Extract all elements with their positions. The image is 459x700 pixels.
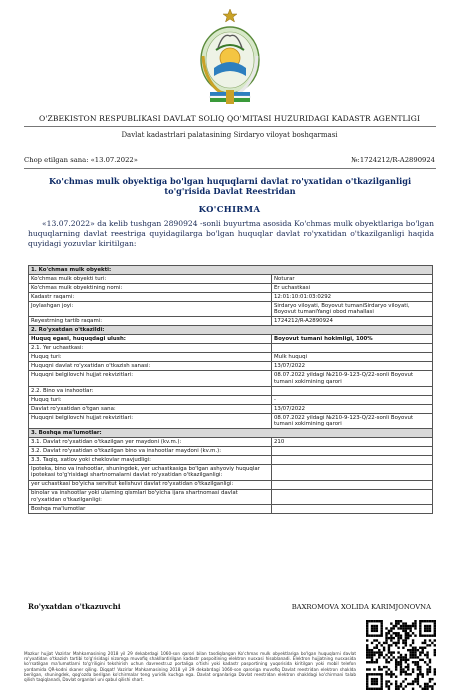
table-row: [29, 371, 433, 386]
table-cell-value: [272, 480, 433, 489]
table-row: [29, 353, 433, 362]
registry-table: [28, 265, 433, 514]
table-cell-label: 2.1. Yer uchastkasi:: [29, 344, 272, 353]
table-cell-label: Huquqni davlat ro'yxatidan o'tkazish sanasi:: [29, 362, 272, 371]
table-cell-value: Sirdaryo viloyati, Boyovut tumaniSirdaryo viloyati, Boyovut tumaniYangi obod mahallasi: [272, 302, 433, 317]
table-cell-label: Davlat ro'yxatidan o'tgan sana:: [29, 404, 272, 413]
table-cell-label: Huquq egasi, huquqdagi ulush:: [29, 335, 272, 344]
table-cell-label: 3. Boshqa ma'lumotlar:: [29, 429, 433, 438]
table-cell-value: 12:01:10:01:03:0292: [272, 293, 433, 302]
meta-divider: [24, 168, 436, 169]
table-cell-value: 08.07.2022 yildagi №210-9-123-Q/22-sonli Boyovut tumani xokimining qarori: [272, 413, 433, 428]
table-cell-label: 1. Ko'chmas mulk obyekti:: [29, 266, 433, 275]
table-cell-value: Mulk huquqi: [272, 353, 433, 362]
table-cell-value: Noturar: [272, 275, 433, 284]
state-emblem-icon: [196, 6, 264, 106]
header-divider: [24, 126, 436, 127]
table-cell-label: Ko'chmas mulk obyektining nomi:: [29, 284, 272, 293]
table-row: [29, 480, 433, 489]
document-subtitle: KO'CHIRMA: [198, 204, 261, 214]
print-date: Chop etilgan sana: «13.07.2022»: [24, 156, 138, 164]
table-row: [29, 438, 433, 447]
table-row: [29, 275, 433, 284]
table-cell-label: Ko'chmas mulk obyekti turi:: [29, 275, 272, 284]
table-cell-label: Huquqni belgilovchi hujjat rekvizitlari:: [29, 371, 272, 386]
table-row: [29, 362, 433, 371]
table-row: [29, 344, 433, 353]
table-cell-value: 1724212/R-A2890924: [272, 317, 433, 326]
table-row: [29, 447, 433, 456]
department-name: Davlat kadastrlari palatasining Sirdaryo viloyat boshqarmasi: [121, 131, 338, 139]
registrar-name: BAXROMOVA XOLIDA KARIMJONOVNA: [291, 603, 431, 611]
legal-footnote: Mazkur hujjat Vazirlar Mahkamasining 2018 yil 29 dekabrdagi 1060-son qarori bilan tasdiqlangan Ko'chmas mulk obyektlariga bo'lgan huquqlarni davlat ro'yxatidan o'tkazish tartibi to'g'risidagi nizomga muvofiq shakllantirilgan kadastr paspoitining elektron nusxasi hisoblanadi. Elektron hujjatning nusxasida ko'rsatilgan ma'lumotlarni to'g'riligini tekshirish uchun davreestr.uz portaliga o'tishi yoki kadastr pasportining yuqorisida kiritilgan yoki mobil telefon yordamida QR-kodni skaner qiling. Diqqat! Vazirlar Mahkamasining 2018 yil 29 dekabrdagi 1060-son qaroriga muvofiq Davlat reestridan elektron shaklda berilgan, shuningdek, qog'ozda berilgan ko'chirmalar teng yuridik kuchga ega. Davlat organlariga Davlat reestridan elektron shakldagi ko'chirmani talab qilish taqiqlanadi, Davlat organlari uni qabul qilishi shart.: [24, 651, 356, 683]
table-cell-value: [272, 456, 433, 465]
table-cell-label: Huquq turi:: [29, 353, 272, 362]
table-cell-label: yer uchastkasi bo'yicha servitut kelishuvi davlat ro'yxatidan o'tkazilganligi:: [29, 480, 272, 489]
agency-name: O'ZBEKISTON RESPUBLIKASI DAVLAT SOLIQ QO'MITASI HUZURIDAGI KADASTR AGENTLIGI: [38, 114, 421, 123]
table-cell-label: Huquq turi:: [29, 395, 272, 404]
table-section-row: [29, 326, 433, 335]
table-row: [29, 413, 433, 428]
registrar-label: Ro'yxatdan o'tkazuvchi: [28, 602, 121, 611]
table-row: [29, 335, 433, 344]
table-row: [29, 456, 433, 465]
table-cell-label: binolar va inshootlar yoki ularning qismlari bo'yicha ijara shartnomasi davlat ro'yxatidan o'tkazilganligi:: [29, 489, 272, 504]
table-cell-value: -: [272, 395, 433, 404]
table-cell-label: 3.2. Davlat ro'yxatidan o'tkazilgan bino va inshootlar maydoni (kv.m.):: [29, 447, 272, 456]
table-cell-label: 2.2. Bino va inshootlar:: [29, 386, 272, 395]
table-cell-value: Er uchastkasi: [272, 284, 433, 293]
table-cell-label: 3.3. Taqiq, xatlov yoki cheklovlar mavjudligi:: [29, 456, 272, 465]
table-row: [29, 317, 433, 326]
table-row: [29, 505, 433, 514]
table-cell-value: [272, 447, 433, 456]
table-cell-value: 210: [272, 438, 433, 447]
table-cell-label: Kadastr raqami:: [29, 293, 272, 302]
table-cell-value: 13/07/2022: [272, 362, 433, 371]
document-number: №:1724212/R-A2890924: [351, 156, 435, 164]
table-cell-value: Boyovut tumani hokimligi, 100%: [272, 335, 433, 344]
table-cell-label: Huquqni belgilovchi hujjat rekvizitlari:: [29, 413, 272, 428]
table-cell-value: [272, 465, 433, 480]
table-row: [29, 293, 433, 302]
table-row: [29, 284, 433, 293]
table-cell-value: [272, 505, 433, 514]
table-cell-label: 3.1. Davlat ro'yxatidan o'tkazilgan yer maydoni (kv.m.):: [29, 438, 272, 447]
table-row: [29, 395, 433, 404]
table-row: [29, 386, 433, 395]
table-cell-value: [272, 386, 433, 395]
table-cell-value: 13/07/2022: [272, 404, 433, 413]
table-cell-label: Reyestrning tartib raqami:: [29, 317, 272, 326]
table-row: [29, 404, 433, 413]
table-cell-value: [272, 489, 433, 504]
intro-paragraph: «13.07.2022» da kelib tushgan 2890924 -sonli buyurtma asosida Ko'chmas mulk obyektlariga bo'lgan huquqlarning davlat reestriga quyidagilarga bo'lgan huquqlar davlat ro'yxatidan o'tkazilganligi haqida quyidagi yozuvlar kiritilgan:: [28, 219, 434, 248]
table-cell-label: Ipoteka, bino va inshootlar, shuningdek, yer uchastkasiga bo'lgan ashyoviy huquqlar ipotekasi to'g'risidagi shartnomalarni davlat ro'yxatidan o'tkazilganligi:: [29, 465, 272, 480]
table-cell-value: [272, 344, 433, 353]
table-section-row: [29, 429, 433, 438]
table-cell-value: 08.07.2022 yildagi №210-9-123-Q/22-sonli Boyovut tumani xokimining qarori: [272, 371, 433, 386]
table-section-row: [29, 266, 433, 275]
table-row: [29, 302, 433, 317]
table-cell-label: Boshqa ma'lumotlar: [29, 505, 272, 514]
document-title: Ko'chmas mulk obyektiga bo'lgan huquqlarni davlat ro'yxatidan o'tkazilganligi to'g'risida Davlat Reestridan: [48, 176, 412, 196]
table-cell-label: Joylashgan joyi:: [29, 302, 272, 317]
table-row: [29, 489, 433, 504]
table-row: [29, 465, 433, 480]
table-cell-label: 2. Ro'yxatdan o'tkazildi:: [29, 326, 433, 335]
qr-code-icon[interactable]: [366, 620, 436, 690]
